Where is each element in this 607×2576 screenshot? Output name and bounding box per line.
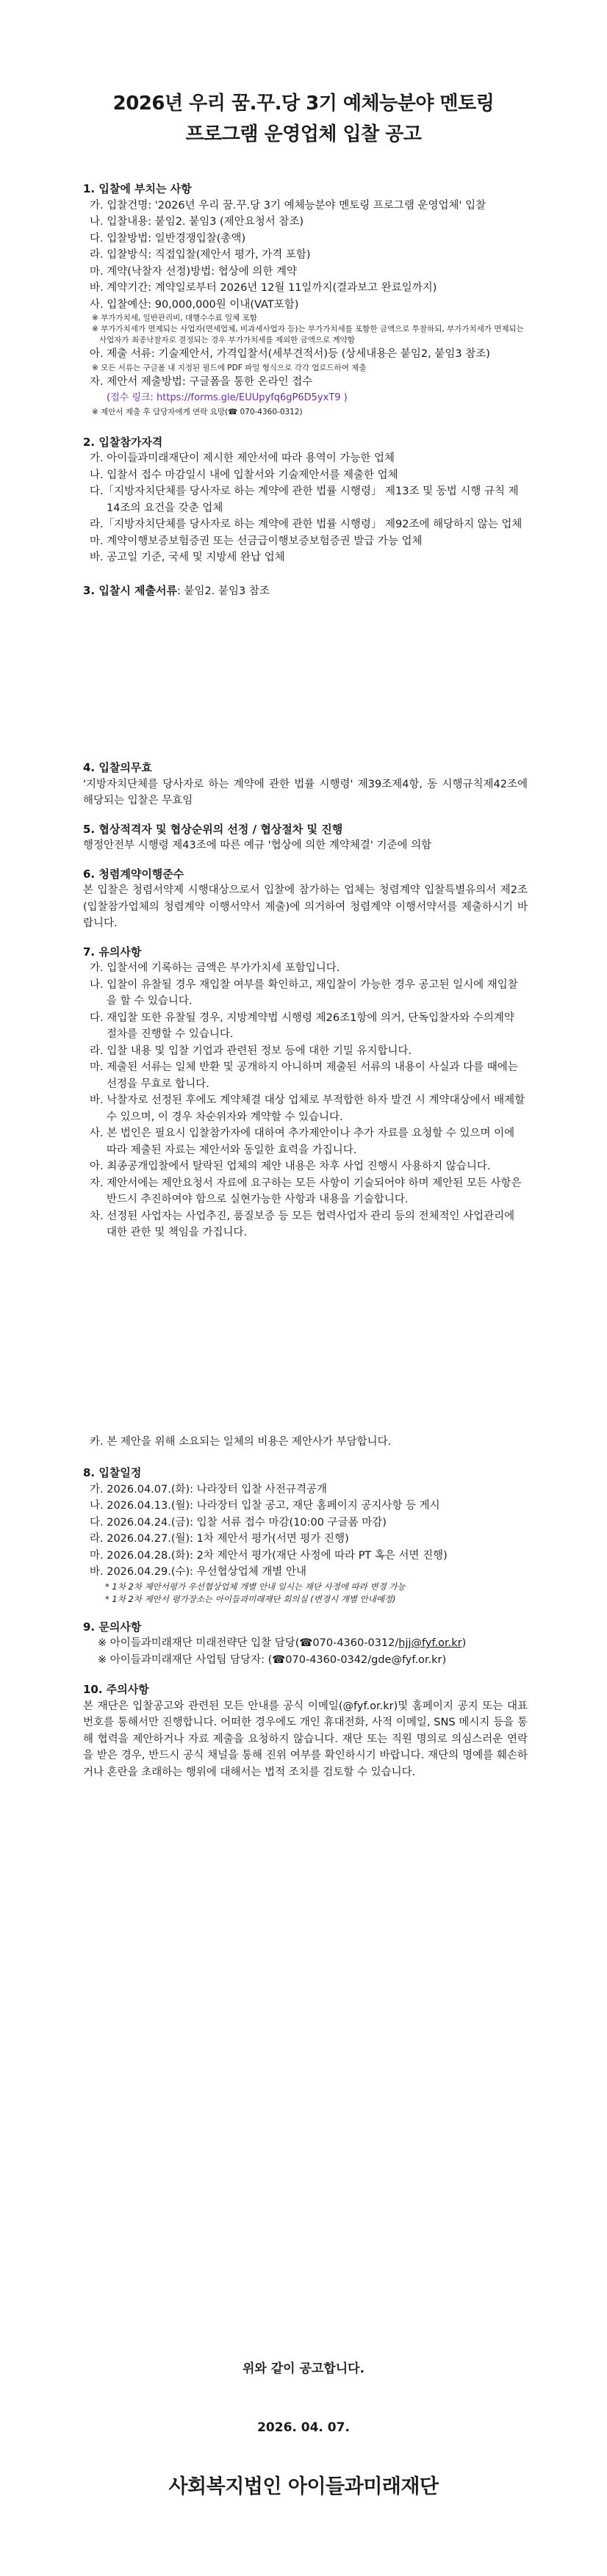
- contact-line: [83, 1652, 528, 1669]
- s8-item: 다. 2026.04.24.(금): 입찰 서류 접수 마감(10:00 구글폼 마감): [90, 1516, 387, 1529]
- issuer-org: 사회복지법인 아이들과미래재단: [168, 2475, 439, 2498]
- closing-notice: 위와 같이 공고합니다.: [242, 2362, 365, 2376]
- s1-item: 아. 제출 서류: 기술제안서, 가격입찰서(세부견적서)등 (상세내용은 붙임2, 붙임3 참조): [90, 348, 490, 360]
- s1-item: 마. 계약(낙찰자 선정)방법: 협상에 의한 계약: [90, 265, 297, 278]
- section-10-text: 본 재단은 입찰공고와 관련된 모든 안내를 공식 이메일(@fyf.or.kr)및 홈페이지 공지 또는 대표번호를 통해서만 진행합니다. 어떠한 경우에도 개인 휴대전화, 사적 이메일, SNS 메시지 등을 통해 협력을 제안하거나 자료 제출을 요청하지 않습니다. 재단 또는 직원 명의로 의심스러운 연락을 받은 경우, 반드시 공식 채널을 통해 진위 여부를 확인하시기 바랍니다. 재단의 명예를 훼손하거나 혼란을 초래하는 행위에 대해서는 법적 조치를 검토할 수 있습니다.: [83, 1700, 528, 1778]
- s1-note: ※ 모든 서류는 구글폼 내 지정된 필드에 PDF 파일 형식으로 각각 업로드하여 제출: [92, 363, 367, 372]
- s1-note: ※ 부가가치세, 일반관리비, 대행수수료 일체 포함: [92, 314, 257, 322]
- contact-prefix: ※ 아이들과미래재단 미래전략단 입찰 담당(☎070-4360-0312/: [98, 1637, 399, 1649]
- s1-note: ※ 부가가치세가 면제되는 사업자(면세업체, 비과세사업자 등)는 부가가치세를 포함한 금액으로 투찰하되, 부가가치세가 면제되는 사업자가 최종낙찰자로 결정되는 경우 부가가치세를 제외한 금액으로 계약함: [92, 325, 524, 344]
- section-1-heading: 1. 입찰에 부치는 사항: [83, 182, 192, 195]
- s2-item: 가. 아이들과미래재단이 제시한 제안서에 따라 용역이 가능한 업체: [90, 452, 395, 464]
- section-3: [83, 582, 528, 600]
- s2-item: 마. 계약이행보증보험증권 또는 선금급이행보증보험증권 발급 가능 업체: [90, 535, 423, 547]
- section-6-heading: 6. 청렴계약이행준수: [83, 867, 184, 881]
- contact-prefix: ※ 아이들과미래재단 사업팀 담당자: (☎070-4360-0342/gde@fyf.or.kr): [98, 1653, 447, 1666]
- s2-item: 나. 입찰서 접수 마감일시 내에 입찰서와 기술제안서를 제출한 업체: [90, 469, 398, 481]
- section-6-text: 본 입찰은 청렴서약제 시행대상으로서 입찰에 참가하는 업체는 청렴계약 입찰특별유의서 제2조(입찰참가업체의 청렴계약 이행서약서 제출)에 의거하여 청렴계약 이행서약서를 제출하시기 바랍니다.: [83, 884, 528, 929]
- s7-item: 사. 본 법인은 필요시 입찰참가자에 대하여 추가제안이나 추가 자료를 요청할 수 있으며 이에 따라 제출된 자료는 제안서와 동일한 효력을 가집니다.: [90, 1128, 515, 1156]
- s7-item: 라. 입찰 내용 및 입찰 기업과 관련된 정보 등에 대한 기밀 유지합니다.: [90, 1045, 412, 1057]
- s8-item: 나. 2026.04.13.(월): 나라장터 입찰 공고, 재단 홈페이지 공지사항 등 게시: [90, 1500, 440, 1512]
- contact-line: [83, 1635, 528, 1652]
- section-2-heading: 2. 입찰참가자격: [83, 435, 163, 449]
- section-3-heading: 3. 입찰시 제출서류: [83, 583, 178, 597]
- s2-item: 라.「지방자치단체를 당사자로 하는 계약에 관한 법률 시행령」 제92조에 해당하지 않는 업체: [90, 519, 522, 530]
- notice-body: [83, 181, 528, 1781]
- s8-item: 가. 2026.04.07.(화): 나라장터 입찰 사전규격공개: [90, 1483, 327, 1496]
- closing-date: 2026. 04. 07.: [257, 2420, 350, 2435]
- section-9-heading: 9. 문의사항: [83, 1620, 142, 1634]
- s7-item: 자. 제안서에는 제안요청서 자료에 요구하는 모든 사항이 기술되어야 하며 제안된 모든 사항은 반드시 추진하여야 함으로 실현가능한 사항과 내용을 기술합니다.: [90, 1177, 522, 1205]
- page-title-line1: 2026년 우리 꿈.꾸.당 3기 예체능분야 멘토링: [112, 93, 495, 115]
- s7-item: 차. 선정된 사업자는 사업추진, 품질보증 등 모든 협력사업자 관리 등의 전체적인 사업관리에 대한 관한 및 책임을 가집니다.: [90, 1210, 515, 1238]
- s8-note: * 1차 2차 제안서평가 우선협상업체 개별 안내 일시는 재단 사정에 따라 변경 가능: [105, 1581, 406, 1592]
- s2-item: 바. 공고일 기준, 국세 및 지방세 완납 업체: [90, 552, 285, 563]
- contact-email-link[interactable]: hjj@fyf.or.kr: [398, 1637, 462, 1649]
- s7-item: 바. 낙찰자로 선정된 후에도 계약체결 대상 업체로 부적합한 하자 발견 시 계약대상에서 배제할 수 있으며, 이 경우 차순위자와 계약할 수 있습니다.: [90, 1094, 525, 1123]
- section-5-heading: 5. 협상적격자 및 협상순위의 선정 / 협상절차 및 진행: [83, 822, 343, 836]
- section-8-heading: 8. 입찰일정: [83, 1466, 142, 1479]
- s7-item: 다. 재입찰 또한 유찰될 경우, 지방계약법 시행령 제26조1항에 의거, 단독입찰자와 수의계약 절차를 진행할 수 있습니다.: [90, 1011, 514, 1040]
- section-4-text: '지방자치단체를 당사자로 하는 계약에 관한 법률 시행령' 제39조제4항, 동 시행규칙제42조에 해당되는 입찰은 무효임: [83, 778, 528, 807]
- s1-item: 가. 입찰건명: '2026년 우리 꿈.꾸.당 3기 예체능분야 멘토링 프로그램 운영업체' 입찰: [90, 199, 486, 212]
- section-10-heading: 10. 주의사항: [83, 1683, 149, 1696]
- contact-suffix: ): [461, 1637, 467, 1649]
- s1-item: 사. 입찰예산: 90,000,000원 이내(VAT포함): [90, 298, 299, 311]
- s1-item: 다. 입찰방법: 일반경쟁입찰(총액): [90, 232, 246, 245]
- page-title-line2: 프로그램 운영업체 입찰 공고: [185, 123, 422, 145]
- s7-item: 나. 입찰이 유찰될 경우 재입찰 여부를 확인하고, 재입찰이 가능한 경우 공고된 일시에 재입찰을 할 수 있습니다.: [90, 978, 518, 1007]
- s1-item: 나. 입찰내용: 붙임2. 붙임3 (제안요청서 참조): [90, 216, 304, 228]
- submission-link[interactable]: (접수 링크: https://forms.gle/EUUpyfq6gP6D5yxT9 ): [107, 392, 348, 403]
- section-3-text: : 붙임2. 붙임3 참조: [177, 585, 270, 597]
- s7-item-last: 카. 본 제안을 위해 소요되는 일체의 비용은 제안사가 부담합니다.: [90, 1435, 392, 1448]
- s1-item: 바. 계약기간: 계약일로부터 2026년 12월 11일까지(결과보고 완료일까지): [90, 282, 437, 294]
- s1-item: 자. 제안서 제출방법: 구글폼을 통한 온라인 접수: [90, 375, 313, 388]
- s8-item: 바. 2026.04.29.(수): 우선협상업체 개별 안내: [90, 1566, 306, 1578]
- s7-item: 아. 최종공개입찰에서 탈락된 업체의 제안 내용은 차후 사업 진행시 사용하지 않습니다.: [90, 1161, 491, 1172]
- s7-item: 가. 입찰서에 기록하는 금액은 부가가치세 포함입니다.: [90, 962, 340, 974]
- s2-item: 다.「지방자치단체를 당사자로 하는 계약에 관한 법률 시행령」 제13조 및 동법 시행 규칙 제14조의 요건을 갖춘 업체: [90, 486, 519, 514]
- s8-item: 마. 2026.04.28.(화): 2차 제안서 평가(재단 사정에 따라 PT 혹은 서면 진행): [90, 1549, 448, 1562]
- s8-item: 라. 2026.04.27.(월): 1차 제안서 평가(서면 평가 진행): [90, 1533, 349, 1545]
- s7-item: 마. 제출된 서류는 일체 반환 및 공개하지 아니하며 제출된 서류의 내용이 사실과 다를 때에는 선정을 무효로 합니다.: [90, 1061, 518, 1090]
- s1-note: ※ 제안서 제출 후 담당자에게 연락 요망(☎ 070-4360-0312): [92, 407, 303, 416]
- s8-note: * 1차 2차 제안서 평가장소는 아이들과미래재단 회의실 (변경시 개별 안내예정): [105, 1593, 396, 1604]
- section-4-heading: 4. 입찰의무효: [83, 761, 152, 774]
- section-5-text: 행정안전부 시행령 제43조에 따른 예규 '협상에 의한 계약체결' 기준에 의함: [83, 840, 432, 851]
- s1-item: 라. 입찰방식: 직접입찰(제안서 평가, 가격 포함): [90, 249, 311, 261]
- section-7-heading: 7. 유의사항: [83, 945, 142, 959]
